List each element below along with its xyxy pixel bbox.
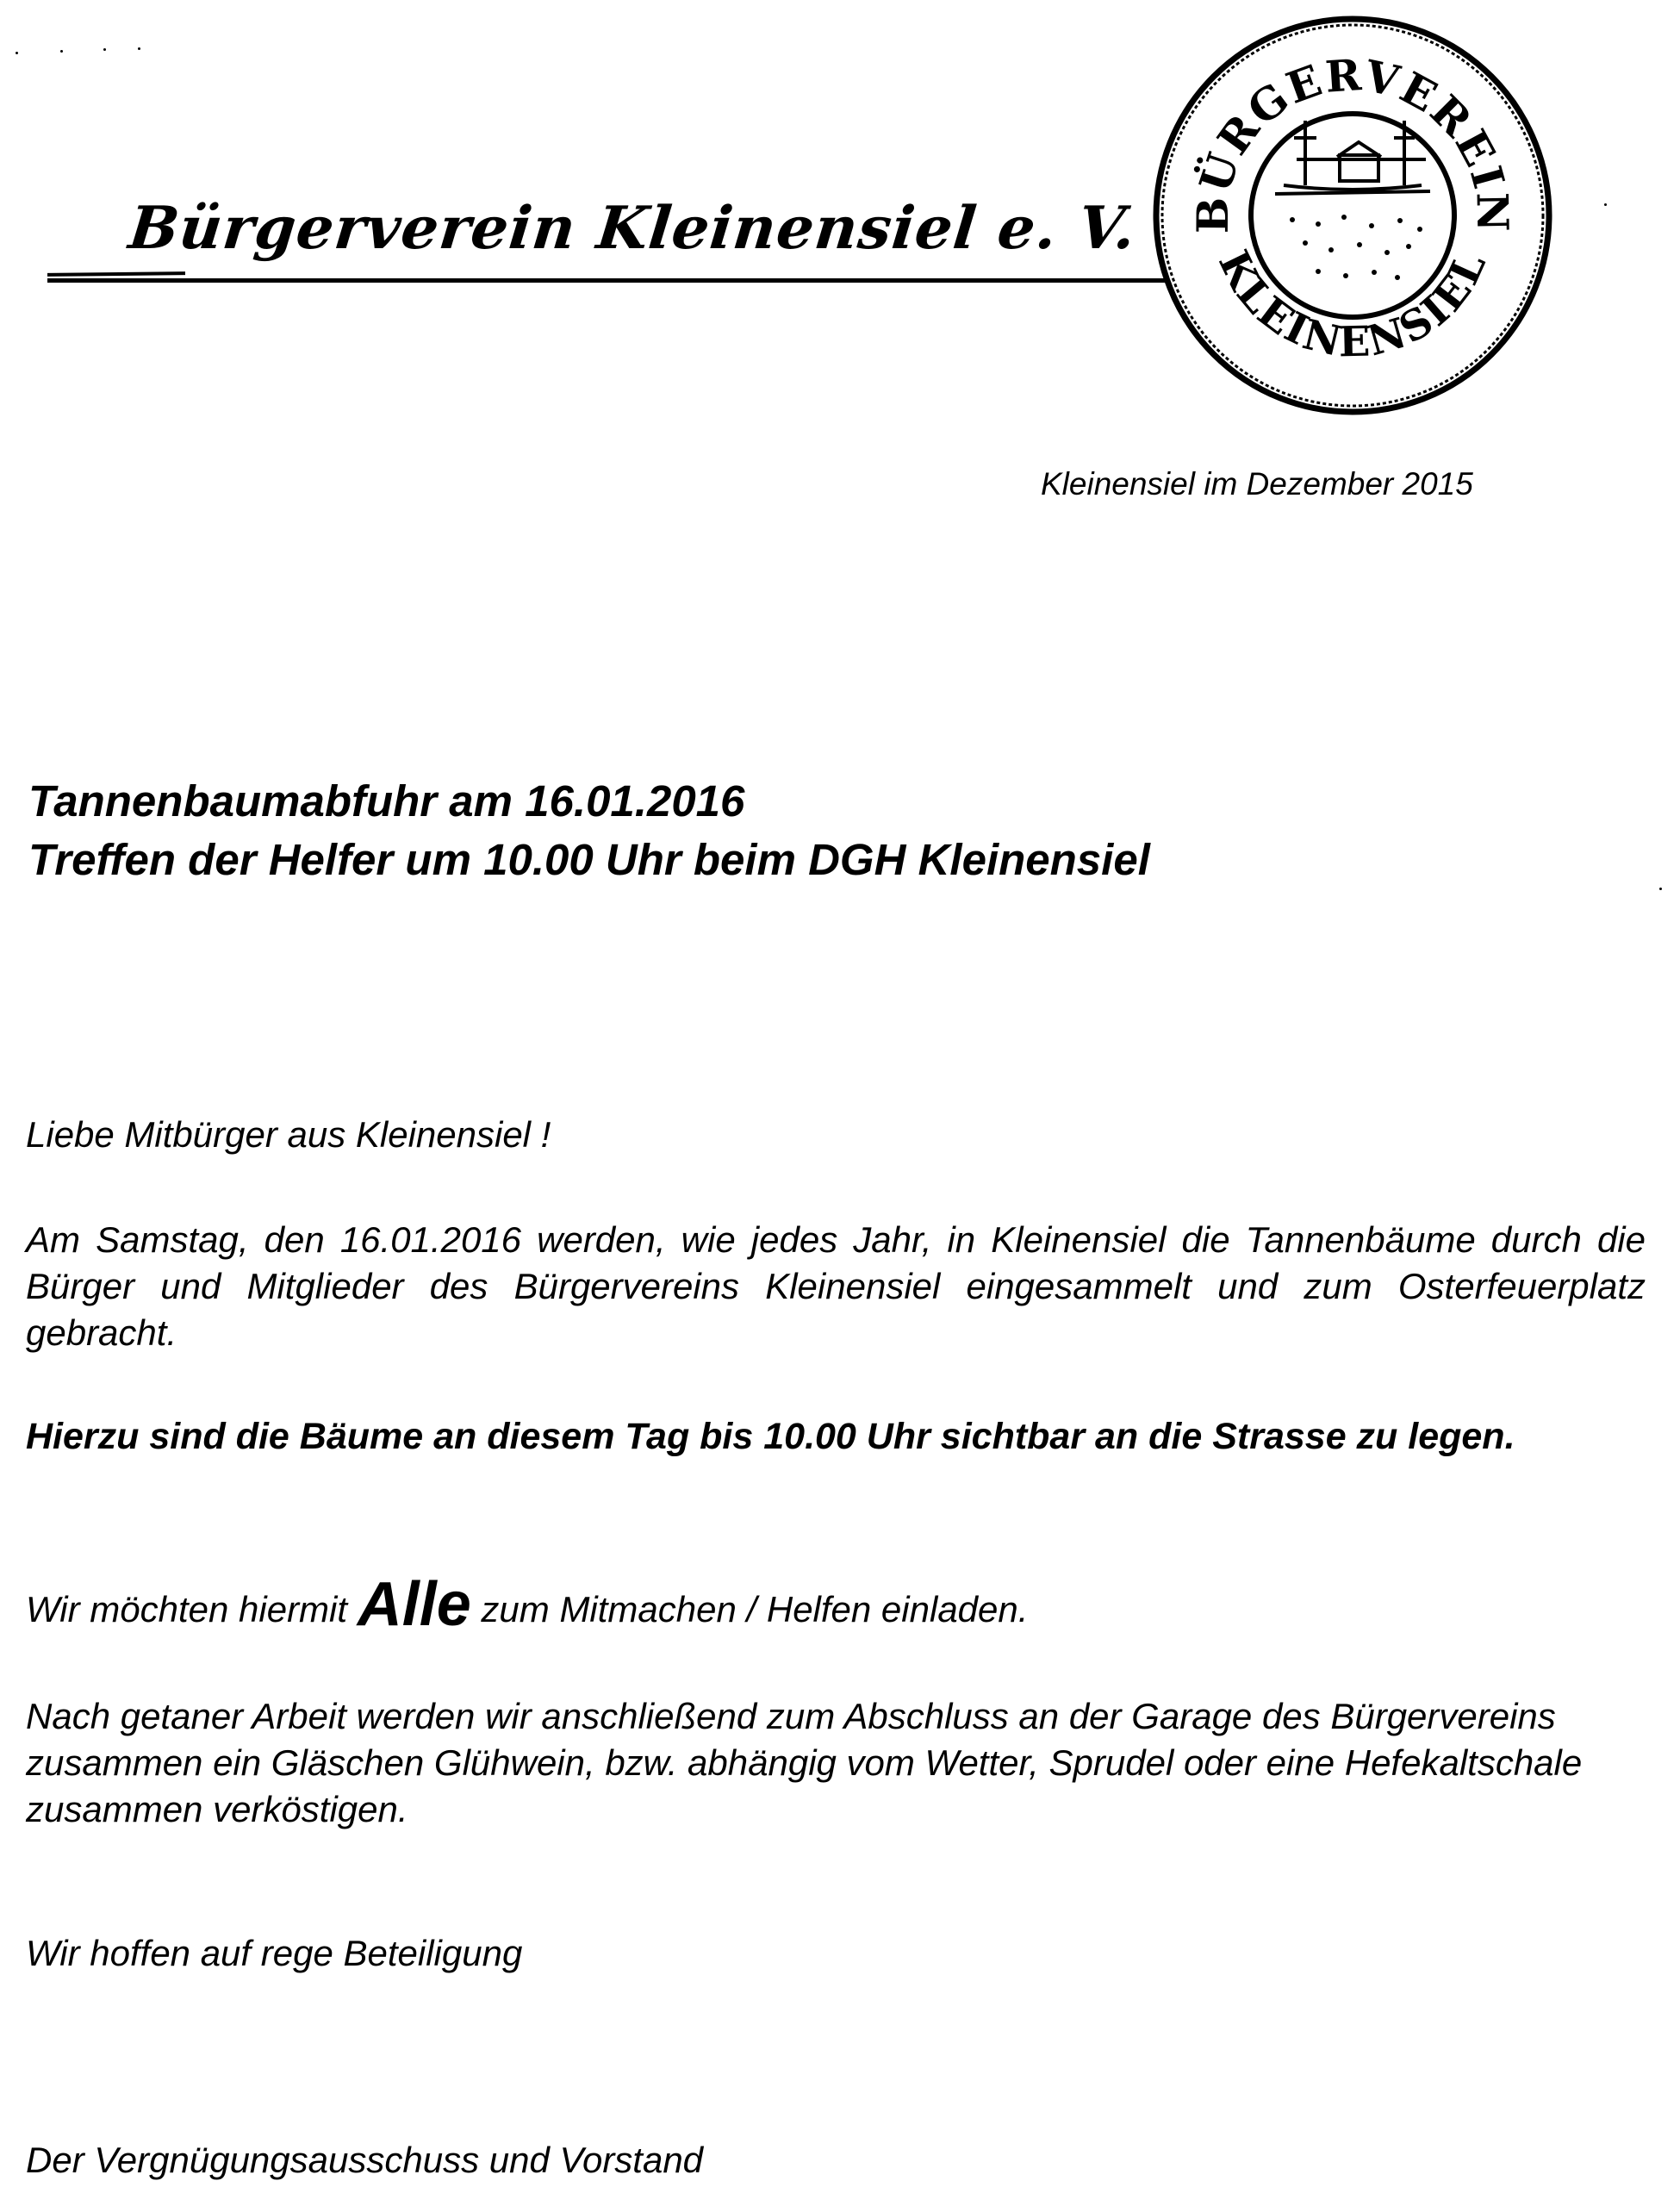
scan-speck <box>1604 203 1607 206</box>
paragraph-instructions: Hierzu sind die Bäume an diesem Tag bis 10.00 Uhr sichtbar an die Strasse zu legen. <box>26 1416 1515 1457</box>
scan-speck <box>103 48 106 51</box>
heading-meeting: Treffen der Helfer um 10.00 Uhr beim DGH Kleinensiel <box>28 835 1150 884</box>
paragraph-refreshments: Nach getaner Arbeit werden wir anschließend zum Abschluss an der Garage des Bürgervereins zusammen ein Gläschen Glühwein, bzw. abhängig vom Wetter, Sprudel oder eine Hefekaltschale zusammen verköstigen. <box>26 1696 1583 1829</box>
letterhead-title: Bürgerverein Kleinensiel e. V. <box>125 194 1140 263</box>
letterhead-rule-tail <box>47 271 185 277</box>
seal-top-text-path: BÜRGERVEREIN <box>1186 49 1519 234</box>
scan-speck <box>60 50 63 53</box>
seal-top-text <box>1187 49 1519 234</box>
scan-speck <box>138 47 140 50</box>
closing-line: Wir hoffen auf rege Beteiligung <box>26 1933 523 1973</box>
paragraph-invitation <box>26 1570 1646 1639</box>
paragraph-collection: Am Samstag, den 16.01.2016 werden, wie jedes Jahr, in Kleinensiel die Tannenbäume durch die Bürger und Mitglieder des Bürgervereins Kleinensiel eingesammelt und zum Osterfeuerplatz gebracht. <box>26 1219 1646 1353</box>
signature-line: Der Vergnügungsausschuss und Vorstand <box>26 2140 704 2180</box>
invitation-emphasis: Alle <box>357 1570 471 1639</box>
scan-speck <box>16 52 18 54</box>
date-line: Kleinensiel im Dezember 2015 <box>1041 466 1473 502</box>
heading-event: Tannenbaumabfuhr am 16.01.2016 <box>28 776 745 826</box>
invitation-text-before: Wir möchten hiermit <box>26 1589 358 1629</box>
water-pattern <box>1290 215 1422 280</box>
seal-bottom-text <box>1209 243 1496 366</box>
greeting: Liebe Mitbürger aus Kleinensiel ! <box>26 1114 551 1155</box>
seal-bottom-text-path: KLEINENSIEL <box>1209 243 1496 367</box>
club-seal <box>1146 9 1559 422</box>
invitation-text-after: zum Mitmachen / Helfen einladen. <box>470 1589 1029 1629</box>
scan-speck <box>1659 888 1662 890</box>
letterhead-rule <box>47 278 1167 283</box>
